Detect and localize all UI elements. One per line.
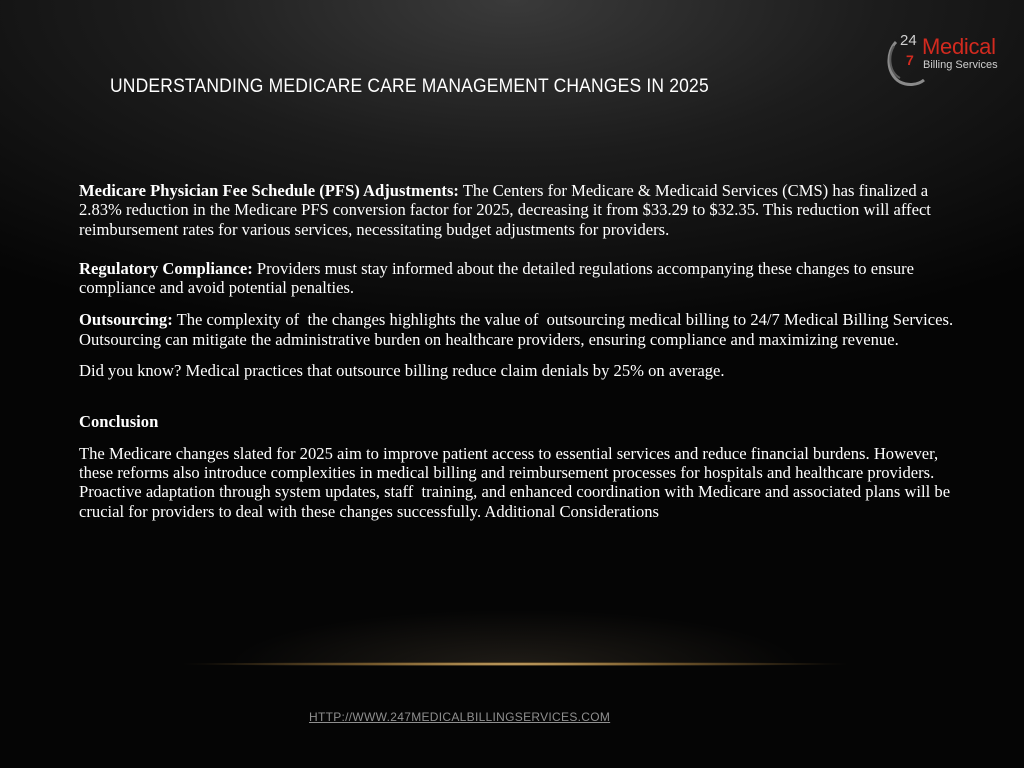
slide-body <box>79 181 958 521</box>
logo-subtitle: Billing Services <box>923 59 998 71</box>
slide-title: UNDERSTANDING MEDICARE CARE MANAGEMENT CHANGES IN 2025 <box>110 76 709 97</box>
paragraph-did-you-know: Did you know? Medical practices that outsource billing reduce claim denials by 25% on average. <box>79 361 725 381</box>
paragraph-outsourcing <box>79 310 958 349</box>
logo-medical-text: Medical <box>922 34 996 59</box>
conclusion-heading-text: Conclusion <box>79 412 159 432</box>
logo-number-seven: 7 <box>906 52 914 68</box>
pfs-heading: Medicare Physician Fee Schedule (PFS) Adjustments: <box>79 181 459 200</box>
compliance-heading: Regulatory Compliance: <box>79 258 253 278</box>
logo-number: 24 <box>900 32 917 49</box>
outsourcing-heading: Outsourcing: <box>79 310 173 330</box>
divider-glow <box>230 610 800 666</box>
gold-divider <box>180 662 850 666</box>
outsourcing-body: The complexity of the changes highlights the value of outsourcing medical billing to 24/7 Medical Billing Services. Outsourcing can mitigate the administrative burden on healthcare providers, ensuring compliance and maximizing revenue. <box>79 310 958 349</box>
compliance-body: Providers must stay informed about the detailed regulations accompanying these changes to ensure compliance and avoid potential penalties. <box>79 258 915 298</box>
paragraph-compliance <box>79 259 954 298</box>
paragraph-conclusion: The Medicare changes slated for 2025 aim to improve patient access to essential services and reduce financial burdens. However, these reforms also introduce complexities in medical billing and reimbursement processes for hospitals and healthcare providers. Proactive adaptation through system updates, staff training, and enhanced coordination with Medicare and associated plans will be crucial for providers to deal with these changes successfully. Additional Considerations <box>79 443 955 521</box>
paragraph-pfs <box>79 181 954 239</box>
footer-website-link[interactable]: HTTP://WWW.247MEDICALBILLINGSERVICES.COM <box>309 710 611 724</box>
company-logo <box>886 30 1006 90</box>
pfs-body: The Centers for Medicare & Medicaid Services (CMS) has finalized a 2.83% reduction in the Medicare PFS conversion factor for 2025, decreasing it from $33.29 to $32.35. This reduction will affect reimbursement rates for various services, necessitating budget adjustments for providers. <box>79 181 931 239</box>
conclusion-heading <box>79 412 954 431</box>
